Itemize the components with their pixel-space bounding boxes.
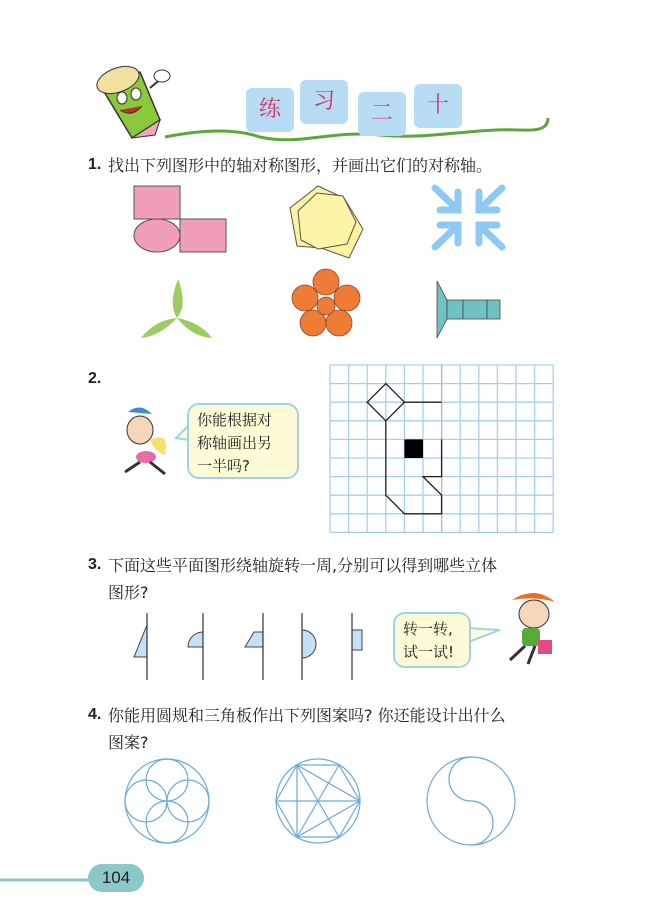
fig-three-leaves xyxy=(141,279,212,338)
q3-text-line1: 下面这些平面图形绕轴旋转一周,分别可以得到哪些立体 xyxy=(108,556,498,575)
bubble-line: 称轴画出另 xyxy=(197,434,273,452)
pencil-mascot-icon xyxy=(93,61,170,138)
fig-arrows-shape xyxy=(435,188,502,247)
fig-teal-shape xyxy=(437,281,500,338)
fig-flower-circles xyxy=(292,269,360,336)
pattern-hexagon-star xyxy=(276,759,360,843)
pattern-four-petals xyxy=(125,759,209,843)
title-char-4: 十 xyxy=(426,93,449,118)
q1-number: 1. xyxy=(88,156,102,173)
q1-text: 找出下列图形中的轴对称图形，并画出它们的对称轴。 xyxy=(108,156,493,175)
q2-speech-bubble xyxy=(187,403,299,479)
q3-speech-bubble xyxy=(393,612,471,668)
bubble-line: 你能根据对 xyxy=(197,411,273,429)
q3-number: 3. xyxy=(88,556,102,573)
title-char-2: 习 xyxy=(312,89,335,114)
q2-number: 2. xyxy=(88,370,102,387)
q4-number: 4. xyxy=(88,706,102,723)
title-char-1: 练 xyxy=(258,97,281,122)
pattern-yin-yang xyxy=(427,757,515,845)
bubble-line: 试一试! xyxy=(403,643,455,661)
kid-mascot-icon xyxy=(125,407,166,474)
bubble-tail-2 xyxy=(468,628,500,642)
title-char-3: 二 xyxy=(370,101,393,126)
q4-text-line1: 你能用圆规和三角板作出下列图案吗? 你还能设计出什么 xyxy=(108,706,506,725)
header-wavy-line xyxy=(165,118,548,140)
fig-sun-shape xyxy=(290,186,363,258)
q4-text-line2: 图案? xyxy=(108,733,149,752)
bubble-line: 一半吗? xyxy=(197,457,250,475)
fig-pink-shapes xyxy=(134,186,226,252)
rotation-figures xyxy=(134,625,362,658)
bubble-line: 转一转, xyxy=(403,620,453,638)
page-number: 104 xyxy=(88,864,144,892)
girl-mascot-icon xyxy=(510,593,555,664)
q3-text-line2: 图形? xyxy=(108,583,149,602)
